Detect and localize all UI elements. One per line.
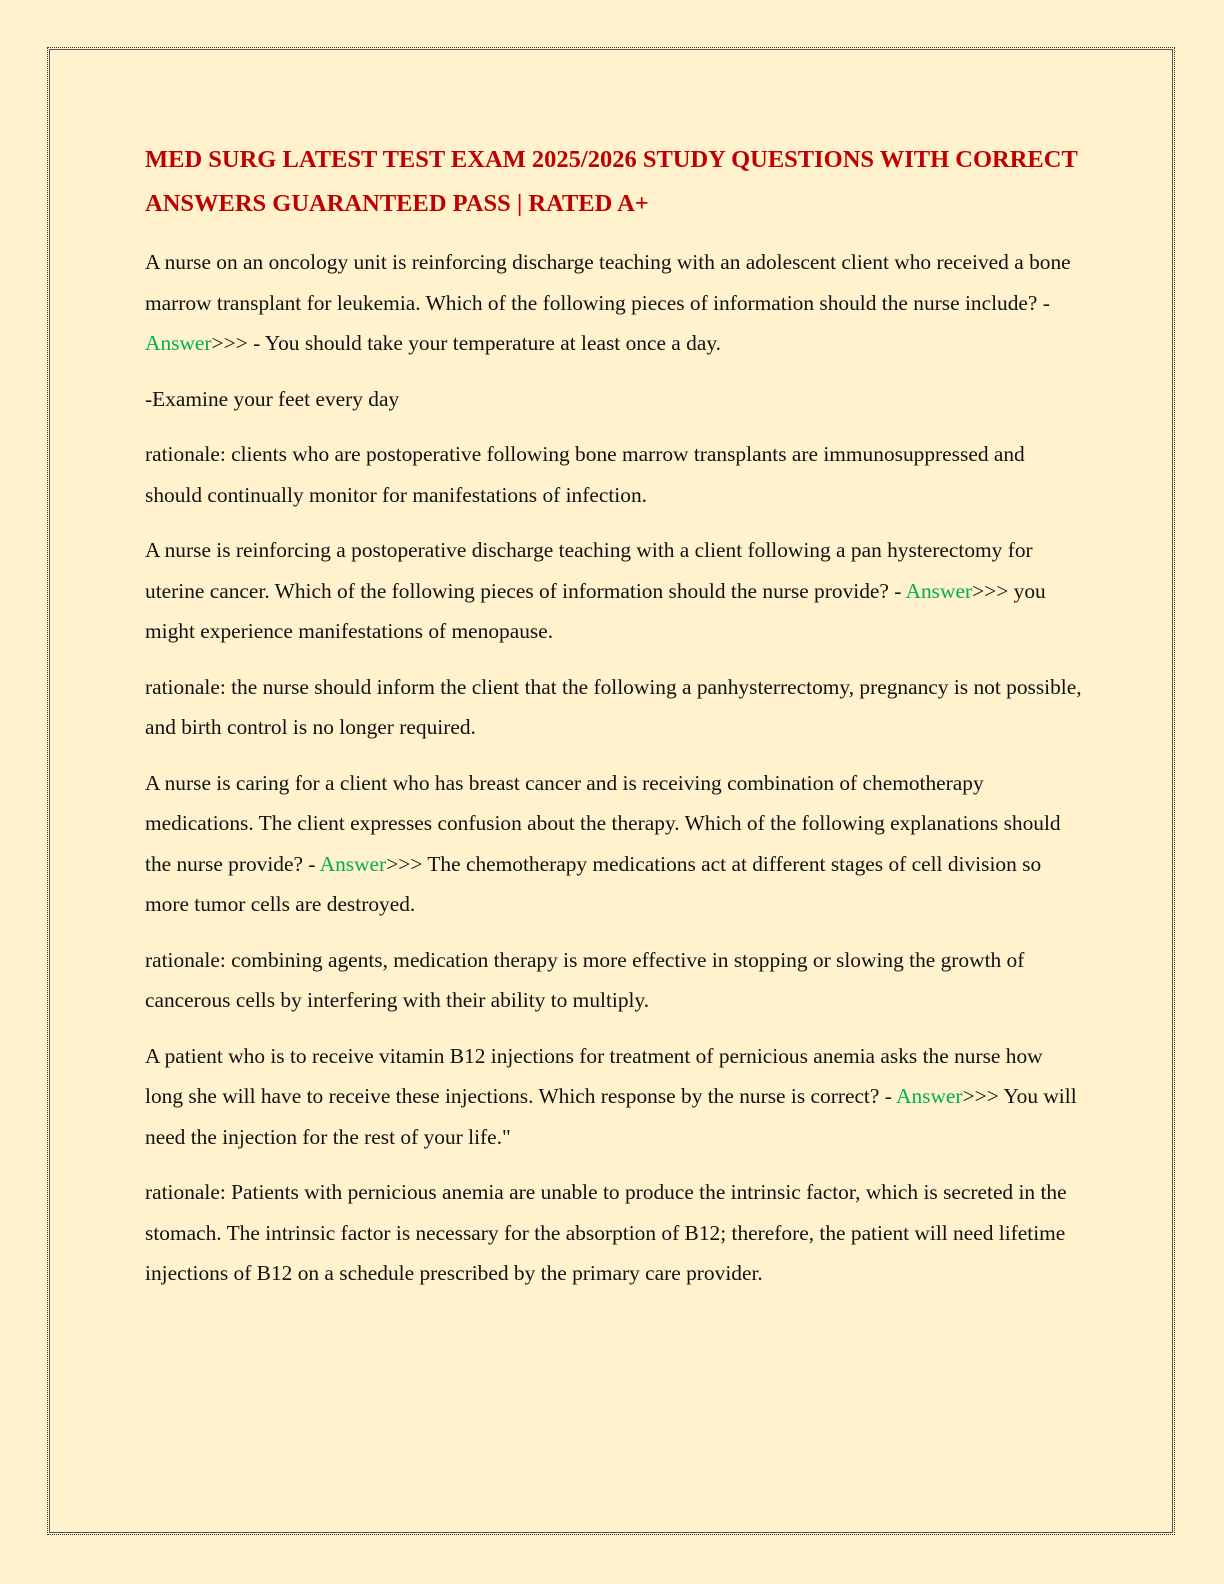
answer-label: Answer [145, 331, 212, 355]
question-3-answer: The chemotherapy medications act at different stages of cell division so more tumor cells are destroyed. [145, 851, 1042, 916]
question-3-text: A nurse is caring for a client who has breast cancer and is receiving combination of chemotherapy medications. The client expresses confusion about the therapy. Which of the following explanations should the nurse provide? - [145, 770, 1061, 876]
rationale-3: rationale: combining agents, medication therapy is more effective in stopping or slowing the growth of cancerous cells by interfering with their ability to multiply. [145, 947, 1025, 1012]
answer-marker: >>> [211, 331, 248, 355]
question-3 [145, 763, 1085, 925]
rationale-2: rationale: the nurse should inform the client that the following a panhysterrectomy, pregnancy is not possible, and birth control is no longer required. [145, 674, 1082, 739]
question-1 [145, 242, 1085, 364]
question-4 [145, 1036, 1085, 1158]
answer-marker: >>> [972, 578, 1009, 603]
question-1-extra: -Examine your feet every day [145, 386, 400, 411]
answer-label: Answer [896, 1084, 963, 1108]
question-4-text: A patient who is to receive vitamin B12 injections for treatment of pernicious anemia asks the nurse how long she will have to receive these injections. Which response by the nurse is correct? - [145, 1043, 1043, 1108]
document-body [145, 138, 1085, 1309]
question-2 [145, 530, 1085, 652]
rationale-1: rationale: clients who are postoperative following bone marrow transplants are immunosuppressed and should continually monitor for manifestations of infection. [145, 442, 1025, 507]
answer-label: Answer [905, 578, 973, 603]
question-1-text: A nurse on an oncology unit is reinforcing discharge teaching with an adolescent client who received a bone marrow transplant for leukemia. Which of the following pieces of information should the nurse include? - [145, 250, 1071, 315]
question-2-answer: you might experience manifestations of menopause. [145, 578, 1046, 643]
answer-marker: >>> [962, 1084, 999, 1108]
question-1-answer: - You should take your temperature at least once a day. [247, 331, 721, 355]
rationale-4: rationale: Patients with pernicious anemia are unable to produce the intrinsic factor, which is secreted in the stomach. The intrinsic factor is necessary for the absorption of B12; therefore, the patient will need lifetime injections of B12 on a schedule prescribed by the primary care provider. [145, 1180, 1067, 1285]
document-title: MED SURG LATEST TEST EXAM 2025/2026 STUDY QUESTIONS WITH CORRECT ANSWERS GUARANTEED PASS | RATED A+ [145, 146, 1078, 217]
answer-marker: >>> [386, 851, 423, 876]
question-4-answer: You will need the injection for the rest of your life." [145, 1084, 1077, 1149]
answer-label: Answer [319, 851, 387, 876]
question-2-text: A nurse is reinforcing a postoperative discharge teaching with a client following a pan hysterectomy for uterine cancer. Which of the following pieces of information should the nurse provide? - [145, 538, 1033, 603]
